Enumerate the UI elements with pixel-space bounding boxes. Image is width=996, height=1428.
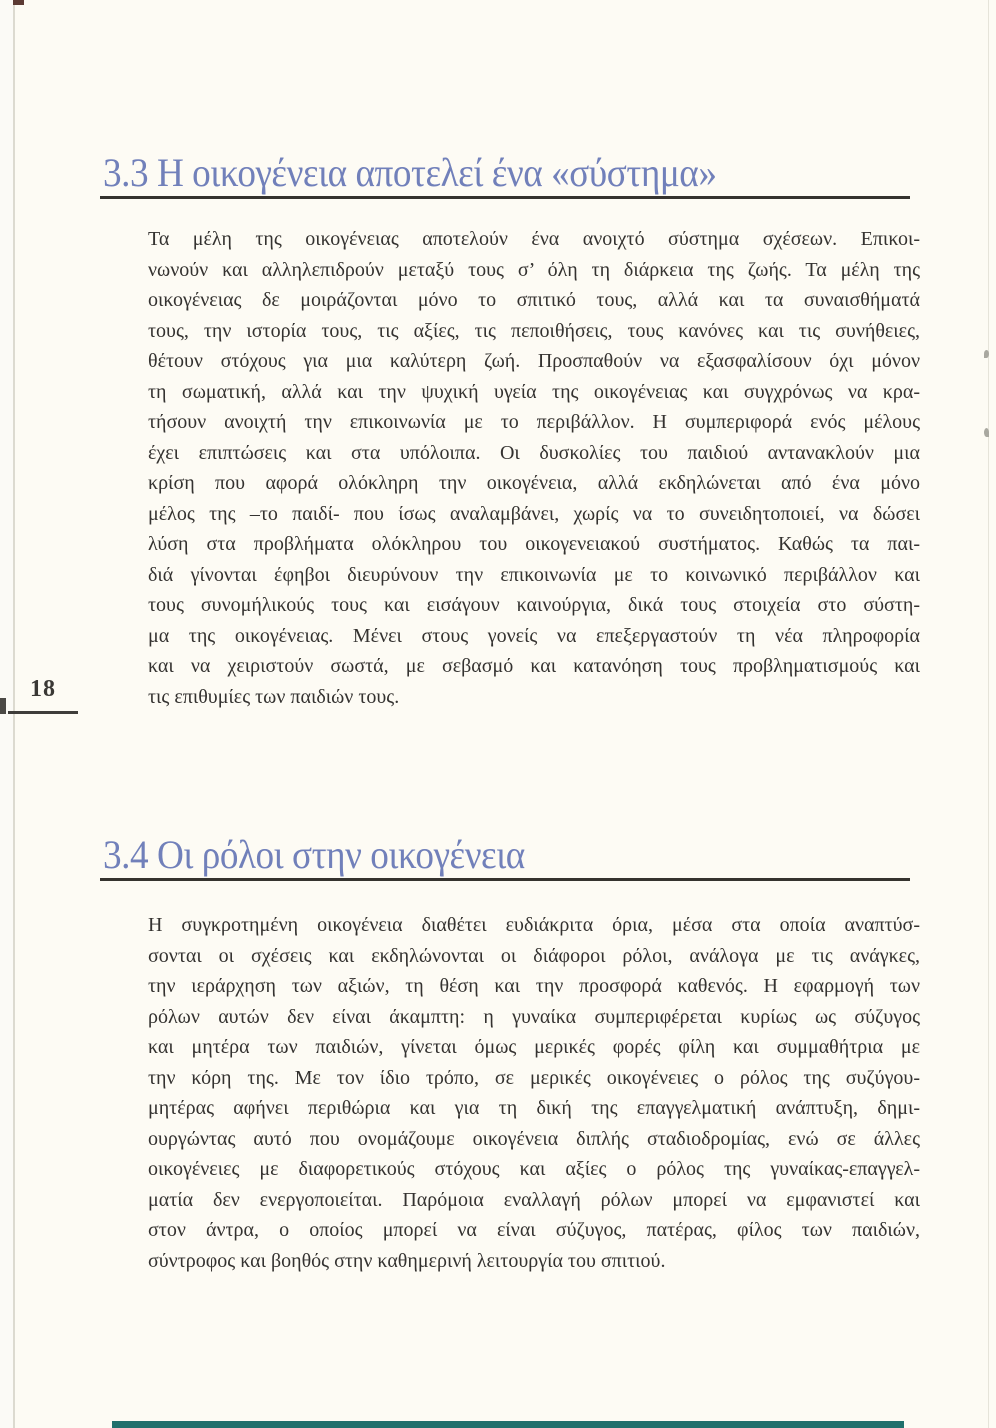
text-line: οικογένειες με διαφορετικούς στόχους και αξίες ο ρόλος της γυναίκας-επαγγελ- [148, 1158, 920, 1180]
text-line: τήσουν ανοιχτή την επικοινωνία με το περιβάλλον. Η συμπεριφορά ενός μέλους [148, 411, 920, 433]
section-3-3-divider [100, 196, 910, 199]
scan-speck [984, 428, 989, 437]
footer-accent-bar [112, 1421, 904, 1428]
text-line: έχει επιπτώσεις και στα υπόλοιπα. Οι δυσκολίες του παιδιού αντανακλούν μια [148, 441, 920, 464]
scan-left-margin [0, 0, 13, 1428]
text-line: μητέρας αφήνει περιθώρια και για τη δική της επαγγελματική ανάπτυξη, δημι- [148, 1097, 920, 1119]
section-3-4-paragraph [148, 910, 920, 1276]
text-line: οικογένειας δε μοιράζονται μόνο το σπιτικό τους, αλλά και τα συναισθήματά [148, 289, 920, 311]
text-line: τους συνομήλικούς τους και εισάγουν καινούργια, δικά τους στοιχεία στο σύστη- [148, 594, 920, 616]
text-line: Η συγκροτημένη οικογένεια διαθέτει ευδιάκριτα όρια, μέσα στα οποία αναπτύσ- [148, 914, 920, 936]
scan-page-edge-left [13, 4, 15, 1428]
text-line: την κόρη της. Με τον ίδιο τρόπο, σε μερικές οικογένειες ο ρόλος της συζύγου- [148, 1066, 920, 1089]
text-line: ουργώντας αυτό που ονομάζουμε οικογένεια διπλής σταδιοδρομίας, ενώ σε άλλες [148, 1127, 920, 1150]
page-number-block [8, 676, 78, 703]
page-number-underline [8, 711, 78, 714]
scan-corner-mark [13, 0, 24, 5]
section-3-4-heading: 3.4 Οι ρόλοι στην οικογένεια [103, 831, 525, 877]
text-line: στον άντρα, ο οποίος μπορεί να είναι σύζυγος, πατέρας, φίλος των παιδιών, [148, 1219, 920, 1241]
page-number: 18 [30, 676, 56, 702]
text-line: μέλος της –το παιδί- που ίσως αναλαμβάνει, χωρίς να το συνειδητοποιεί, να δώσει [148, 502, 920, 525]
text-line: την ιεράρχηση των αξιών, τη θέση και την προσφορά καθενός. Η εφαρμογή των [148, 975, 920, 997]
scan-page-edge-right [988, 0, 989, 1428]
text-line: ρόλων αυτών δεν είναι άκαμπτη: η γυναίκα συμπεριφέρεται κυρίως ως σύζυγος [148, 1005, 920, 1028]
text-line: ματία δεν ενεργοποιείται. Παρόμοια εναλλαγή ρόλων μπορεί να εμφανιστεί και [148, 1188, 920, 1211]
text-line: Τα μέλη της οικογένειας αποτελούν ένα ανοιχτό σύστημα σχέσεων. Επικοι- [148, 228, 920, 250]
scan-speck [984, 350, 989, 358]
text-line: λύση στα προβλήματα ολόκληρου του οικογενειακού συστήματος. Καθώς τα παι- [148, 533, 920, 555]
text-line: σονται οι σχέσεις και εκδηλώνονται οι διάφοροι ρόλοι, ανάλογα με τις ανάγκες, [148, 944, 920, 967]
text-line: και να χειριστούν σωστά, με σεβασμό και κατανόηση τους προβληματισμούς και [148, 655, 920, 677]
scan-margin-mark [0, 698, 6, 714]
text-line: κρίση που αφορά ολόκληρη την οικογένεια, αλλά εκδηλώνεται από ένα μόνο [148, 472, 920, 494]
section-3-3-heading: 3.3 Η οικογένεια αποτελεί ένα «σύστημα» [103, 149, 717, 195]
text-line: τη σωματική, αλλά και την ψυχική υγεία της οικογένειας και συγχρόνως να κρα- [148, 380, 920, 403]
text-line: νωνούν και αλληλεπιδρούν μεταξύ τους σ’ όλη τη διάρκεια της ζωής. Τα μέλη της [148, 258, 920, 281]
text-line: διά γίνονται έφηβοι διευρύνουν την επικοινωνία με το κοινωνικό περιβάλλον και [148, 563, 920, 586]
text-line: θέτουν στόχους για μια καλύτερη ζωή. Προσπαθούν να εξασφαλίσουν όχι μόνον [148, 350, 920, 372]
text-line: τους, την ιστορία τους, τις αξίες, τις πεποιθήσεις, τους κανόνες και τις συνήθειες, [148, 319, 920, 342]
text-line: και μητέρα των παιδιών, γίνεται όμως μερικές φορές φίλη και συμμαθήτρια με [148, 1036, 920, 1058]
text-line: τις επιθυμίες των παιδιών τους. [148, 685, 400, 708]
text-line: μα της οικογένειας. Μένει στους γονείς να επεξεργαστούν τη νέα πληροφορία [148, 624, 920, 647]
section-3-4-divider [100, 878, 910, 881]
text-line: σύντροφος και βοηθός στην καθημερινή λειτουργία του σπιτιού. [148, 1249, 666, 1272]
section-3-3-paragraph [148, 224, 920, 712]
